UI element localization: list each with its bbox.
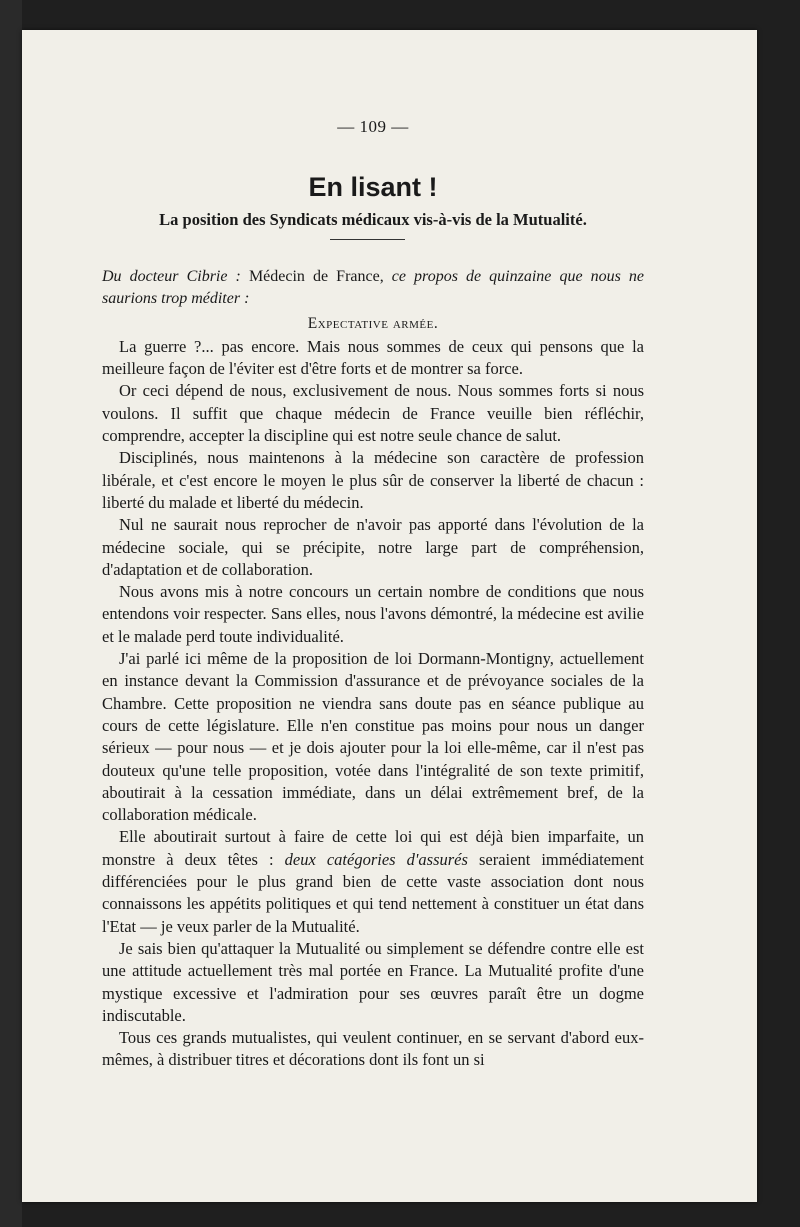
document-page — [22, 30, 757, 1202]
paragraph-2: Or ceci dépend de nous, exclusivement de nous. Nous sommes forts si nous voulons. Il suffit que chaque médecin de France veuille bien réfléchir, comprendre, accepter la discipline qui est notre seule chance de salut. — [102, 381, 644, 446]
paragraph-5: Nous avons mis à notre concours un certain nombre de conditions que nous entendons voir respecter. Sans elles, nous l'avons démontré, la médecine est avilie et le malade perd toute individualité. — [102, 582, 644, 646]
paragraph-3: Disciplinés, nous maintenons à la médecine son caractère de profession libérale, et c'est encore le moyen le plus sûr de conserver la liberté de chacun : liberté du malade et liberté du médecin. — [102, 448, 644, 512]
paragraph-8: Je sais bien qu'attaquer la Mutualité ou simplement se défendre contre elle est une attitude actuellement très mal portée en France. La Mutualité profite d'une mystique excessive et l'admiration pour ses œuvres paraît être un dogme indiscutable. — [102, 938, 644, 1025]
intro-paragraph — [102, 266, 644, 311]
title-divider — [330, 239, 405, 240]
paragraph-7-emphasis: deux catégories d'assurés — [284, 849, 468, 869]
intro-author: Du docteur Cibrie : — [102, 268, 241, 285]
paragraph-4: Nul ne saurait nous reprocher de n'avoir pas apporté dans l'évolution de la médecine sociale, qui se précipite, notre large part de compréhension, d'adaptation et de collaboration. — [102, 515, 644, 579]
intro-note: ce propos de quinzaine que nous ne saurions trop méditer : — [102, 268, 645, 308]
section-heading: Expectative armée. — [307, 314, 439, 332]
scan-edge — [0, 0, 22, 1227]
paragraph-7-start: Elle aboutirait surtout à faire de cette loi qui est déjà bien imparfaite, un monstre à deux têtes : — [102, 827, 644, 869]
paragraph-6: J'ai parlé ici même de la proposition de loi Dormann-Montigny, actuellement en instance devant la Commission d'assurance et de prévoyance sociales de la Chambre. Cette proposition ne viendra sans doute pas en séance publique au cours de cette législature. Elle n'en constitue pas moins pour nous un danger sérieux — pour nous — et je dois ajouter pour la loi elle-même, car il n'est pas douteux qu'une telle proposition, votée dans l'intégralité de son texte primitif, aboutirait à la cessation immédiate, dans un délai extrêmement bref, de la collaboration médicale. — [102, 649, 644, 825]
page-subtitle: La position des Syndicats médicaux vis-à-vis de la Mutualité. — [159, 210, 587, 229]
page-title: En lisant ! — [308, 172, 438, 202]
paragraph-7-end: seraient immédiatement différenciées pour le plus grand bien de cette vaste association dont nous connaissons les appétits politiques et qui tend nettement à constituer un état dans l'Etat — je veux parler de la Mutualité. — [102, 849, 644, 936]
paragraph-1: La guerre ?... pas encore. Mais nous sommes de ceux qui pensons que la meilleure façon de l'éviter est d'être forts et de montrer sa force. — [102, 336, 644, 379]
intro-source: Médecin de France, — [240, 268, 392, 285]
page-number: — 109 — — [337, 117, 409, 136]
paragraph-9: Tous ces grands mutualistes, qui veulent continuer, en se servant d'abord eux-mêmes, à distribuer titres et décorations dont ils font un si — [102, 1028, 644, 1070]
paragraph-7 — [102, 826, 644, 937]
article-body — [102, 266, 644, 1072]
